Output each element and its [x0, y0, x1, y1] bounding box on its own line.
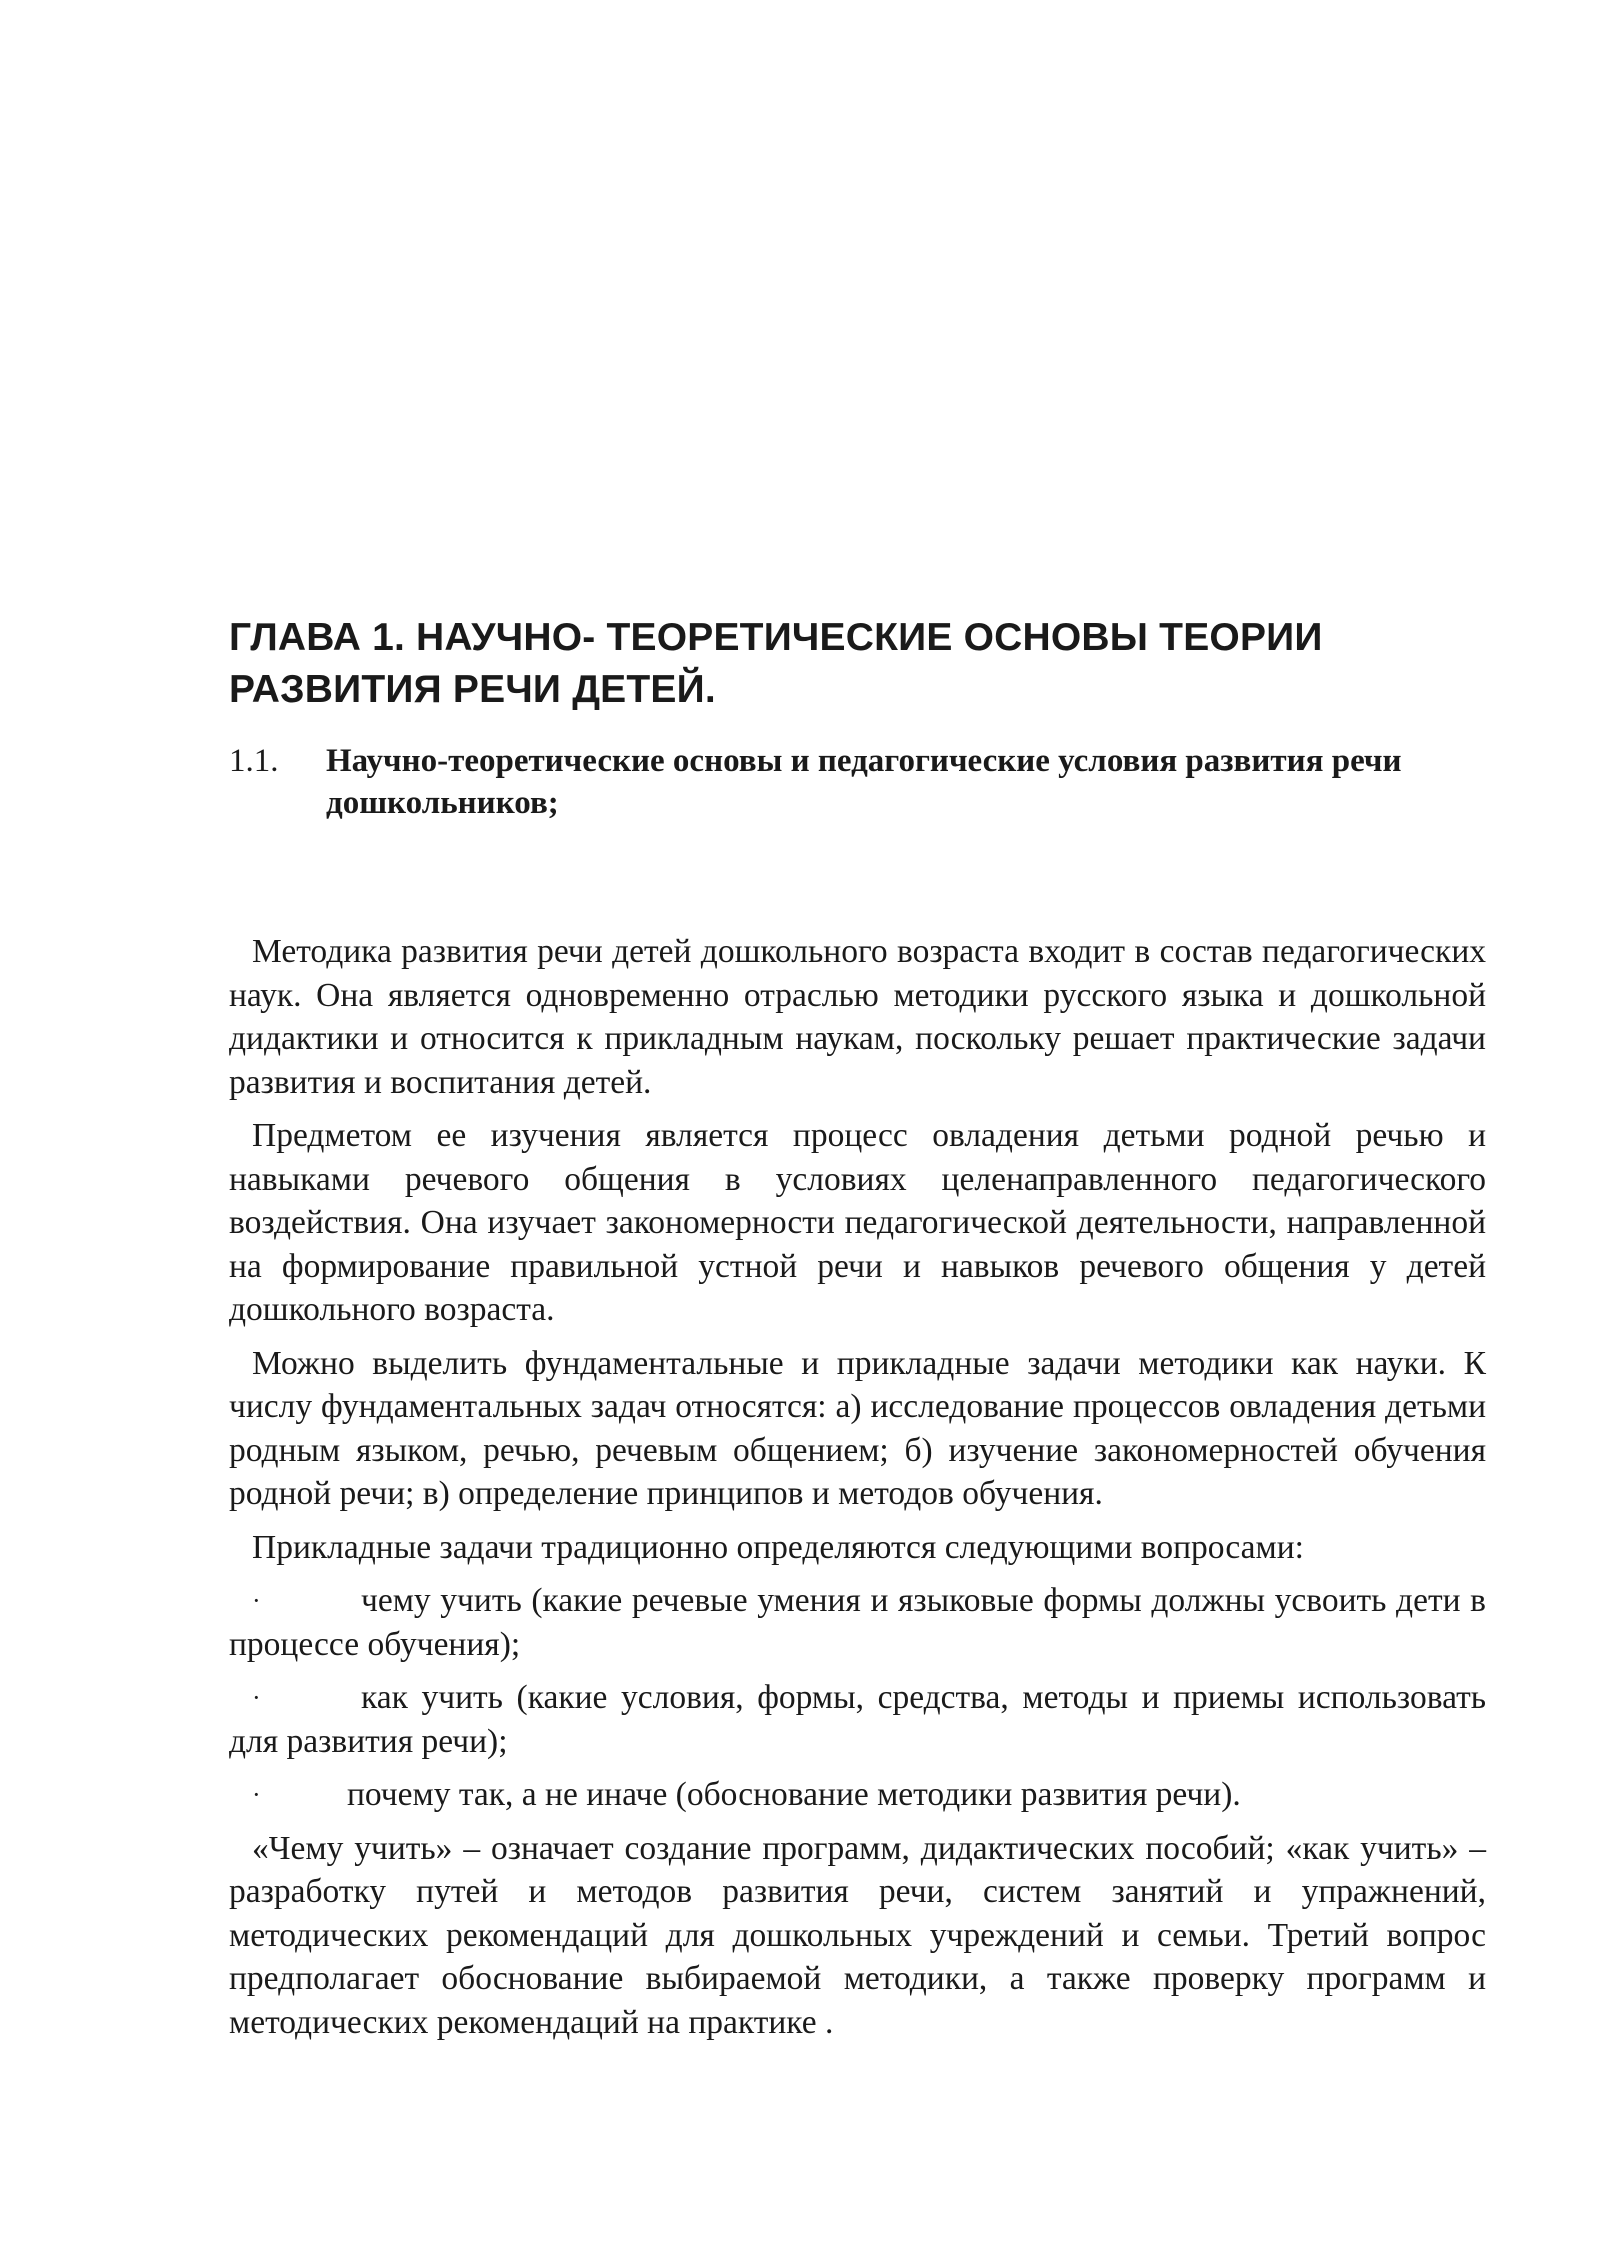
bullet-dot-icon: ·	[252, 1780, 261, 1809]
paragraph-4: Прикладные задачи традиционно определяются следующими вопросами:	[252, 1528, 1304, 1566]
bullet-dot-icon: ·	[252, 1683, 261, 1712]
section-heading	[229, 740, 1489, 824]
list-item	[229, 1579, 1486, 1666]
paragraph-3: Можно выделить фундаментальные и прикладные задачи методики как науки. К числу фундаментальных задач относятся: а) исследование процессов овладения детьми родным языком, речью, речевым общением; б) изучение закономерностей обучения родной речи; в) определение принципов и методов обучения.	[229, 1344, 1486, 1512]
paragraph-2: Предметом ее изучения является процесс овладения детьми родной речью и навыками речевого общения в условиях целенаправленного педагогического воздействия. Она изучает закономерности педагогической деятельности, направленной на формирование правильной устной речи и навыков речевого общения у детей дошкольного возраста.	[229, 1117, 1486, 1328]
list-item	[229, 1773, 1486, 1817]
chapter-title: ГЛАВА 1. НАУЧНО- ТЕОРЕТИЧЕСКИЕ ОСНОВЫ ТЕОРИИ РАЗВИТИЯ РЕЧИ ДЕТЕЙ.	[229, 616, 1323, 711]
closing-paragraph: «Чему учить» – означает создание программ, дидактических пособий; «как учить» – разработку путей и методов развития речи, систем занятий и упражнений, методических рекомендаций для дошкольных учреждений и семьи. Третий вопрос предполагает обоснование выбираемой методики, а также проверку программ и методических рекомендаций на практике .	[229, 1829, 1486, 2041]
bullet-dot-icon: ·	[252, 1586, 261, 1615]
body-text	[229, 930, 1486, 2054]
list-item	[229, 1676, 1486, 1763]
list-item-text: чему учить (какие речевые умения и языковые формы должны усвоить дети в процессе обучения);	[229, 1582, 1486, 1663]
list-item-text: как учить (какие условия, формы, средства, методы и приемы использовать для развития речи);	[229, 1679, 1486, 1760]
section-number: 1.1.	[229, 743, 279, 779]
list-item-text: почему так, а не иначе (обоснование методики развития речи).	[347, 1776, 1241, 1813]
section-title: Научно-теоретические основы и педагогические условия развития речи дошкольников;	[326, 743, 1402, 821]
paragraph-1: Методика развития речи детей дошкольного возраста входит в состав педагогических наук. Она является одновременно отраслью методики русского языка и дошкольной дидактики и относится к прикладным наукам, поскольку решает практические задачи развития и воспитания детей.	[229, 933, 1486, 1101]
